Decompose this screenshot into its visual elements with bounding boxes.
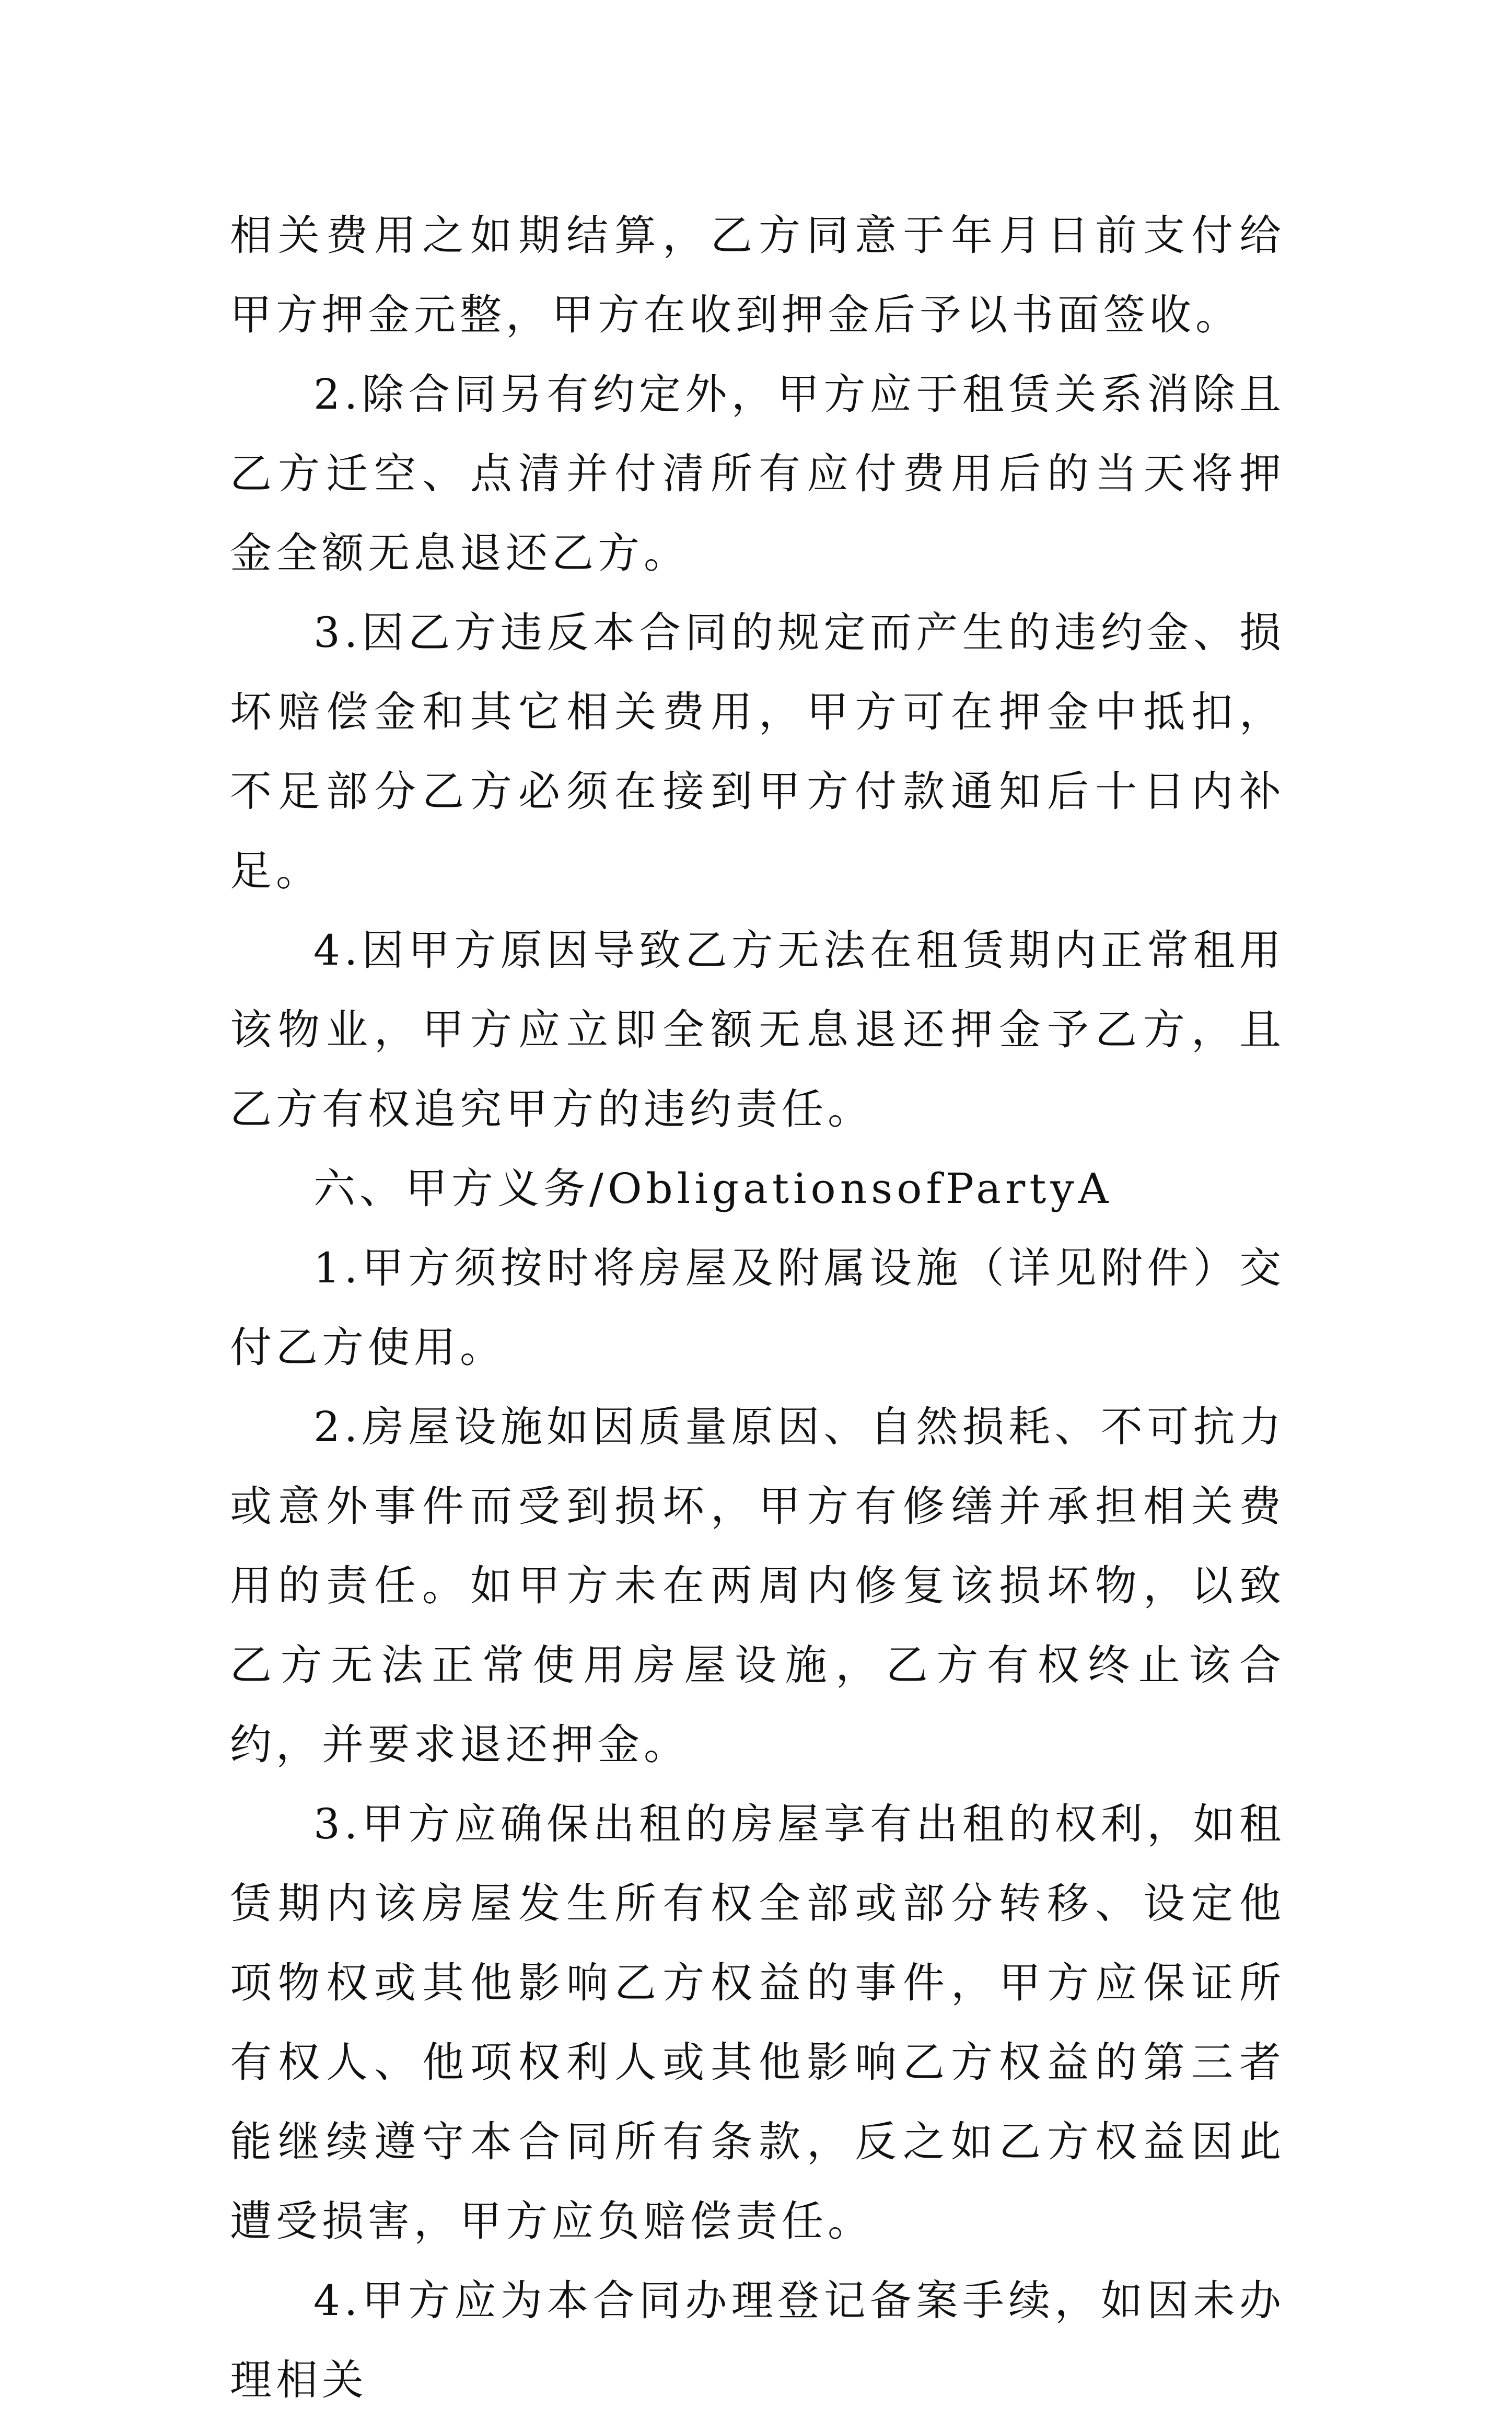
- paragraph-obligation-3: 3.甲方应确保出租的房屋享有出租的权利，如租赁期内该房屋发生所有权全部或部分转移、设定他项物权或其他影响乙方权益的事件，甲方应保证所有权人、他项权利人或其他影响乙方权益的第三者能继续遵守本合同所有条款，反之如乙方权益因此遭受损害，甲方应负赔偿责任。: [230, 1800, 1285, 2245]
- paragraph-obligation-2: 2.房屋设施如因质量原因、自然损耗、不可抗力或意外事件而受到损坏，甲方有修缮并承担相关费用的责任。如甲方未在两周内修复该损坏物，以致乙方无法正常使用房屋设施，乙方有权终止该合约，并要求退还押金。: [230, 1403, 1285, 1769]
- paragraph-obligation-1: 1.甲方须按时将房屋及附属设施（详见附件）交付乙方使用。: [230, 1244, 1285, 1372]
- paragraph-obligation-4: 4.甲方应为本合同办理登记备案手续，如因未办理相关: [230, 2276, 1285, 2404]
- paragraph-deposit-deduction: 3.因乙方违反本合同的规定而产生的违约金、损坏赔偿金和其它相关费用，甲方可在押金中抵扣，不足部分乙方必须在接到甲方付款通知后十日内补足。: [230, 608, 1285, 895]
- section-heading-obligations-party-a: 六、甲方义务/ObligationsofPartyA: [313, 1164, 1113, 1213]
- paragraph-deposit-party-a-fault: 4.因甲方原因导致乙方无法在租赁期内正常租用该物业，甲方应立即全额无息退还押金予乙方，且乙方有权追究甲方的违约责任。: [230, 926, 1285, 1133]
- paragraph-deposit-refund: 2.除合同另有约定外，甲方应于租赁关系消除且乙方迁空、点清并付清所有应付费用后的当天将押金全额无息退还乙方。: [230, 370, 1285, 577]
- paragraph-deposit-payment: 相关费用之如期结算，乙方同意于年月日前支付给甲方押金元整，甲方在收到押金后予以书面签收。: [230, 211, 1285, 339]
- contract-body: [230, 196, 1285, 2420]
